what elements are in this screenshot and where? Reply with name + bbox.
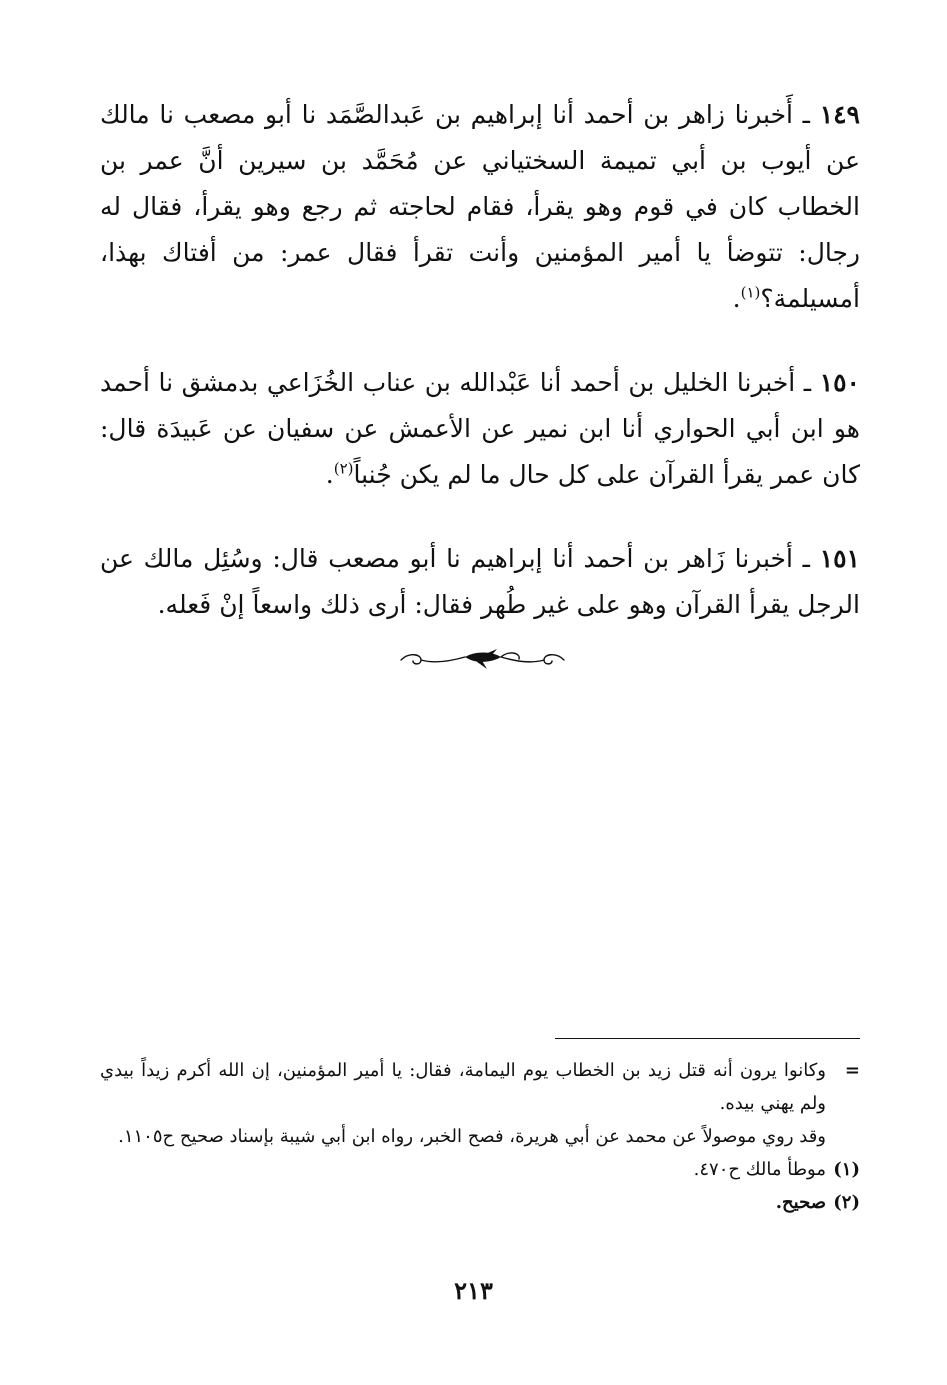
page-number: ٢١٣ <box>454 1276 493 1305</box>
hadith-150 <box>100 360 860 498</box>
footnote-divider <box>555 1038 860 1039</box>
hadith-151 <box>100 536 860 628</box>
floral-divider-icon <box>395 645 570 675</box>
hadith-text: ـ أخبرنا زَاهر بن أحمد أنا إبراهيم نا أبو مصعب قال: وسُئِل مالك عن الرجل يقرأ القرآن وهو على غير طُهر فقال: أرى ذلك واسعاً إنْ فَعله. <box>100 544 860 619</box>
footnote-ref[interactable]: (١) <box>740 283 761 302</box>
hadith-number: ١٥١ <box>819 544 860 573</box>
footnote-text: موطأ مالك ح٤٧٠. <box>693 1159 826 1180</box>
footnote-text: وقد روي موصولاً عن محمد عن أبي هريرة، فصح الخبر، رواه ابن أبي شيبة بإسناد صحيح ح١١٠٥. <box>118 1126 826 1147</box>
footnote-continuation <box>100 1054 860 1120</box>
footnote-text: وكانوا يرون أنه قتل زيد بن الخطاب يوم اليمامة، فقال: يا أمير المؤمنين، إن الله أكرم زيداً بيدي ولم يهني بيده. <box>100 1060 826 1114</box>
hadith-149 <box>100 92 860 322</box>
footnote-text: صحيح. <box>775 1192 826 1213</box>
hadith-end: . <box>325 460 334 489</box>
footnote-ref[interactable]: (٢) <box>333 459 354 478</box>
footnote-mark: (١) <box>833 1159 860 1180</box>
hadith-number: ١٤٩ <box>819 100 860 129</box>
hadith-end: . <box>732 284 741 313</box>
footnotes <box>100 1054 860 1219</box>
main-text <box>100 92 860 666</box>
hadith-text: ـ أَخبرنا زاهر بن أحمد أنا إبراهيم بن عَبدالصَّمَد نا أبو مصعب نا مالك عن أيوب بن أبي تميمة السختياني عن مُحَمَّد بن سيرين أنَّ عمر بن الخطاب كان في قوم وهو يقرأ، فقام لحاجته ثم رجع وهو يقرأ، فقال له رجال: تتوضأ يا أمير المؤمنين وأنت تقرأ فقال عمر: من أفتاك بهذا، أمسيلمة؟ <box>100 100 860 313</box>
footnote-2 <box>100 1186 860 1219</box>
footnote-mark: (٢) <box>833 1192 860 1213</box>
hadith-text: ـ أخبرنا الخليل بن أحمد أنا عَبْدالله بن عناب الخُزَاعي بدمشق نا أحمد هو ابن أبي الحواري أنا ابن نمير عن الأعمش عن سفيان عن عَبيدَة قال: كان عمر يقرأ القرآن على كل حال ما لم يكن جُنباً <box>100 368 860 489</box>
footnote-1 <box>100 1153 860 1186</box>
hadith-number: ١٥٠ <box>819 368 860 397</box>
continuation-mark: = <box>844 1060 860 1081</box>
